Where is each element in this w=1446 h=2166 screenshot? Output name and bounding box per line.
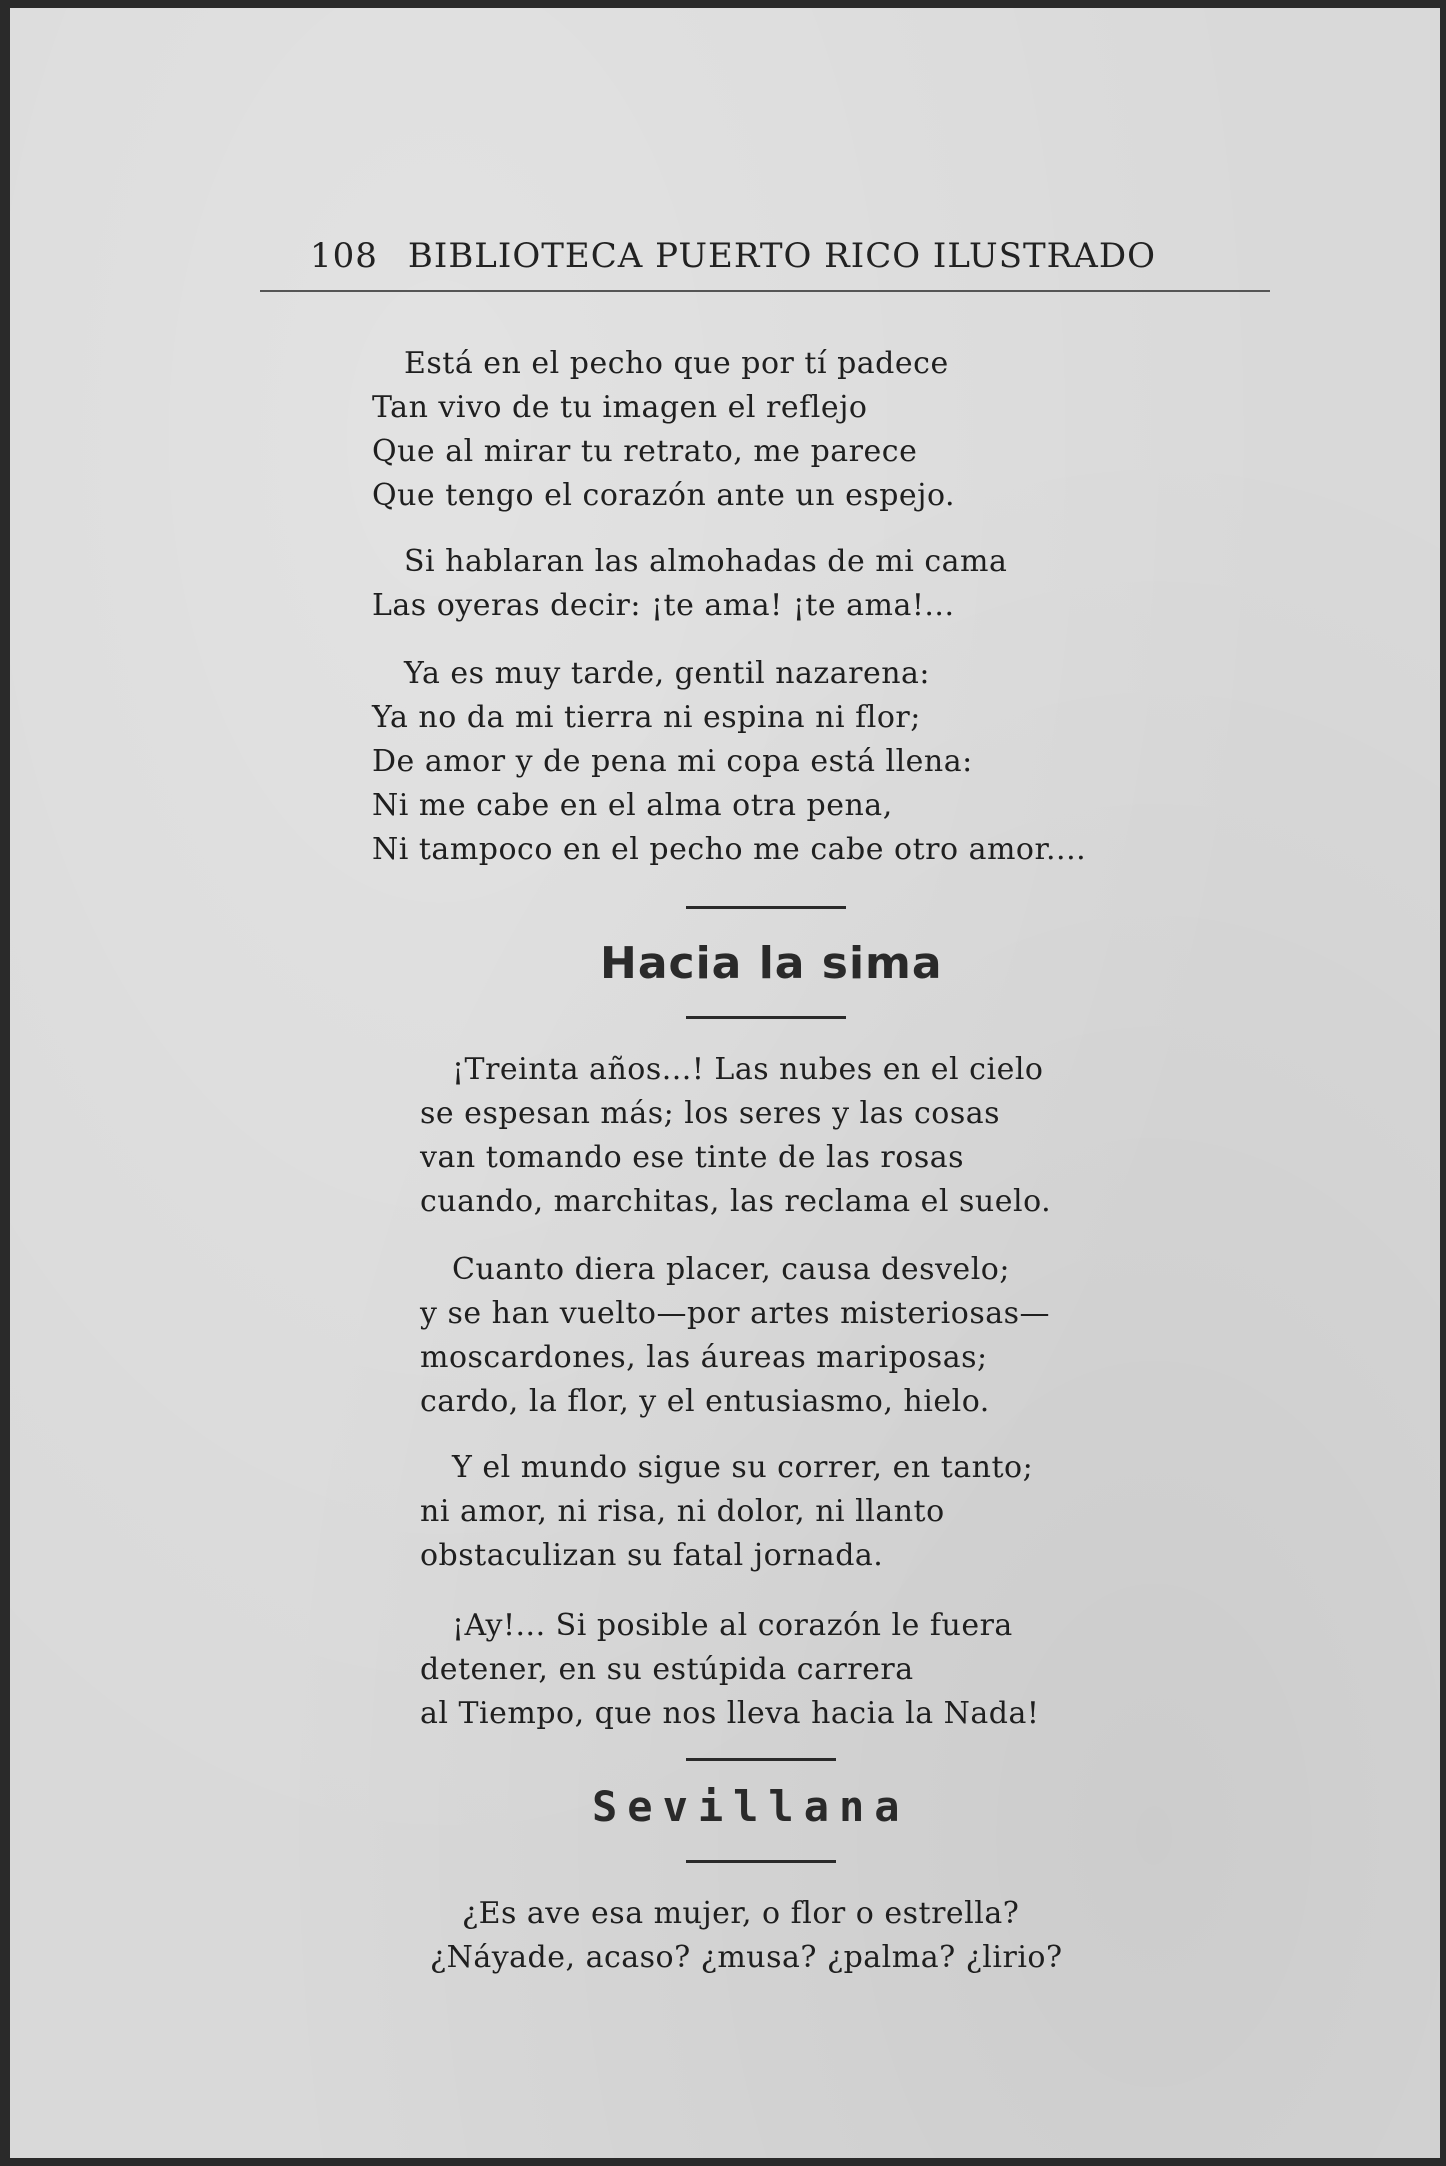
verse-line: Tan vivo de tu imagen el reflejo	[372, 390, 868, 425]
book-page	[10, 8, 1440, 2158]
title-rule-top	[686, 1758, 836, 1761]
verse-line: se espesan más; los seres y las cosas	[420, 1096, 1001, 1131]
verse-line: obstaculizan su fatal jornada.	[420, 1538, 884, 1573]
verse-line: cardo, la flor, y el entusiasmo, hielo.	[420, 1384, 990, 1419]
page-number: 108	[310, 236, 378, 276]
title-rule-bottom	[686, 1016, 846, 1019]
stanza	[420, 1048, 1051, 1224]
poem-title: Hacia la sima	[600, 938, 943, 989]
verse-line: cuando, marchitas, las reclama el suelo.	[420, 1184, 1052, 1219]
verse-line: Está en el pecho que por tí padece	[404, 346, 949, 381]
verse-line: Si hablaran las almohadas de mi cama	[404, 544, 1008, 579]
header-rule	[260, 290, 1270, 292]
stanza	[430, 1892, 1063, 1980]
verse-line: Ni me cabe en el alma otra pena,	[372, 788, 893, 823]
verse-line: ¡Treinta años...! Las nubes en el cielo	[452, 1052, 1044, 1087]
stanza	[372, 540, 1007, 628]
verse-line: al Tiempo, que nos lleva hacia la Nada!	[420, 1696, 1040, 1731]
verse-line: moscardones, las áureas mariposas;	[420, 1340, 988, 1375]
running-title: BIBLIOTECA PUERTO RICO ILUSTRADO	[407, 236, 1156, 276]
verse-line: ¿Náyade, acaso? ¿musa? ¿palma? ¿lirio?	[430, 1940, 1063, 1975]
verse-line: Ni tampoco en el pecho me cabe otro amor....	[372, 832, 1087, 867]
verse-line: van tomando ese tinte de las rosas	[420, 1140, 965, 1175]
poem-title: Sevillana	[592, 1782, 910, 1831]
stanza	[372, 342, 955, 518]
verse-line: Ya es muy tarde, gentil nazarena:	[404, 656, 931, 691]
verse-line: ni amor, ni risa, ni dolor, ni llanto	[420, 1494, 945, 1529]
running-header	[310, 236, 1210, 276]
verse-line: Las oyeras decir: ¡te ama! ¡te ama!...	[372, 588, 955, 623]
verse-line: Que tengo el corazón ante un espejo.	[372, 478, 956, 513]
verse-line: ¿Es ave esa mujer, o flor o estrella?	[462, 1896, 1020, 1931]
verse-line: De amor y de pena mi copa está llena:	[372, 744, 973, 779]
verse-line: Que al mirar tu retrato, me parece	[372, 434, 918, 469]
verse-line: Cuanto diera placer, causa desvelo;	[452, 1252, 1010, 1287]
stanza	[420, 1446, 1033, 1578]
title-rule-top	[686, 906, 846, 909]
verse-line: detener, en su estúpida carrera	[420, 1652, 914, 1687]
verse-line: Ya no da mi tierra ni espina ni flor;	[372, 700, 921, 735]
verse-line: ¡Ay!... Si posible al corazón le fuera	[452, 1608, 1013, 1643]
verse-line: y se han vuelto—por artes misteriosas—	[420, 1296, 1051, 1331]
stanza	[420, 1248, 1050, 1424]
verse-line: Y el mundo sigue su correr, en tanto;	[452, 1450, 1034, 1485]
stanza	[420, 1604, 1039, 1736]
title-rule-bottom	[686, 1860, 836, 1863]
stanza	[372, 652, 1086, 872]
